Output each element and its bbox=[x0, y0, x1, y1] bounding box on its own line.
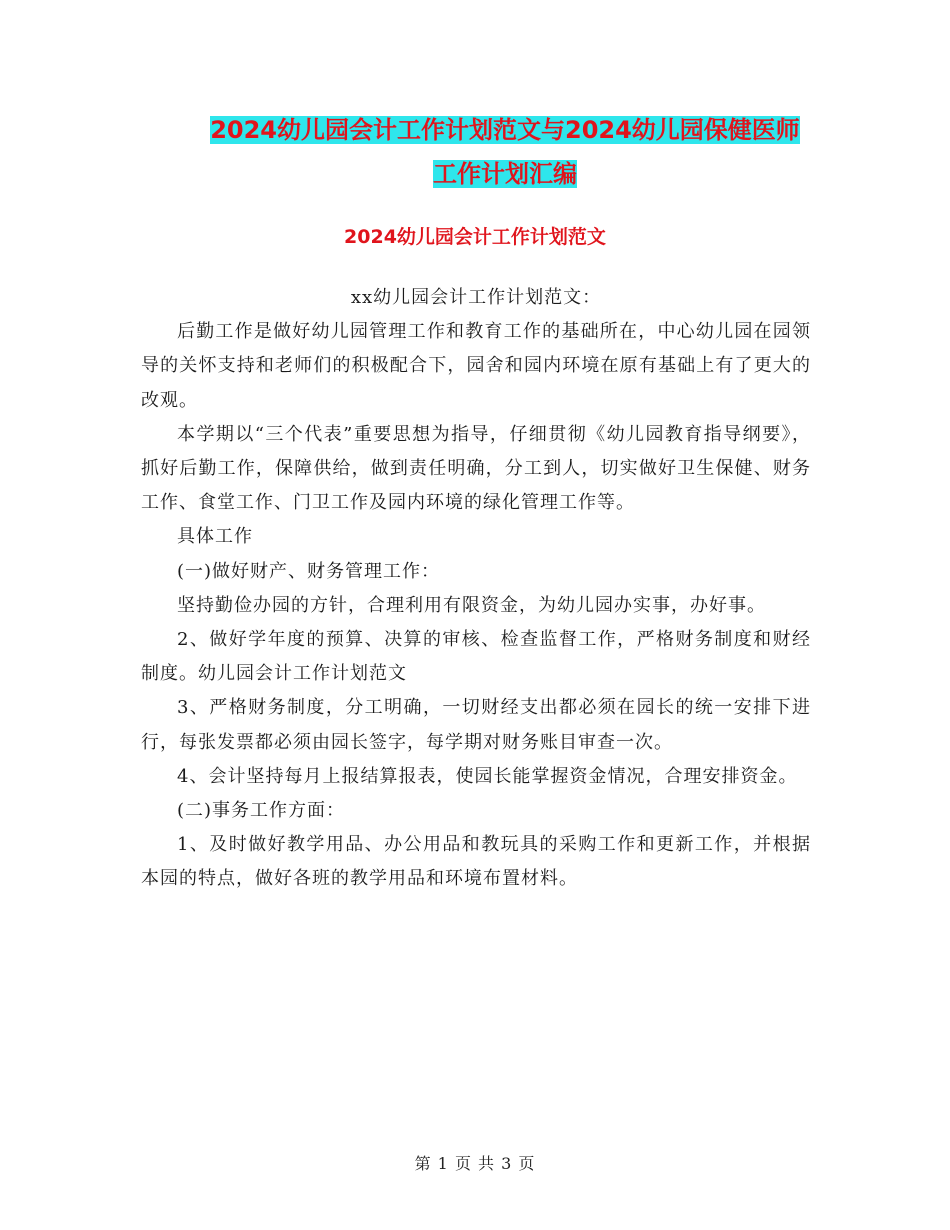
paragraph: 后勤工作是做好幼儿园管理工作和教育工作的基础所在，中心幼儿园在园领导的关怀支持和老师们的积极配合下，园舍和园内环境在原有基础上有了更大的改观。 bbox=[141, 321, 811, 411]
paragraph: 4、会计坚持每月上报结算报表，使园长能掌握资金情况，合理安排资金。 bbox=[177, 765, 798, 787]
paragraph: 2、做好学年度的预算、决算的审核、检查监督工作，严格财务制度和财经制度。幼儿园会计工作计划范文 bbox=[141, 629, 811, 685]
document-title-line-1: 2024幼儿园会计工作计划范文与2024幼儿园保健医师 bbox=[210, 116, 800, 144]
paragraph: 1、及时做好教学用品、办公用品和教玩具的采购工作和更新工作，并根据本园的特点，做好各班的教学用品和环境布置材料。 bbox=[141, 834, 811, 890]
paragraph-heading: (二)事务工作方面： bbox=[177, 800, 346, 822]
paragraph: 本学期以“三个代表”重要思想为指导，仔细贯彻《幼儿园教育指导纲要》，抓好后勤工作，保障供给，做到责任明确，分工到人，切实做好卫生保健、财务工作、食堂工作、门卫工作及园内环境的绿化管理工作等。 bbox=[141, 423, 811, 514]
document-body bbox=[141, 281, 811, 897]
paragraph: 3、严格财务制度，分工明确，一切财经支出都必须在园长的统一安排下进行，每张发票都必须由园长签字，每学期对财务账目审查一次。 bbox=[141, 697, 811, 753]
page-footer: 第 1 页 共 3 页 bbox=[414, 1154, 536, 1173]
document-title-line-2: 工作计划汇编 bbox=[433, 160, 577, 188]
paragraph: 坚持勤俭办园的方针，合理利用有限资金，为幼儿园办实事，办好事。 bbox=[177, 594, 766, 616]
paragraph-intro: xx幼儿园会计工作计划范文： bbox=[350, 287, 602, 308]
paragraph-heading: 具体工作 bbox=[177, 526, 253, 548]
paragraph-heading: (一)做好财产、财务管理工作： bbox=[177, 560, 441, 582]
section-title: 2024幼儿园会计工作计划范文 bbox=[344, 226, 606, 248]
document-title bbox=[140, 108, 870, 196]
